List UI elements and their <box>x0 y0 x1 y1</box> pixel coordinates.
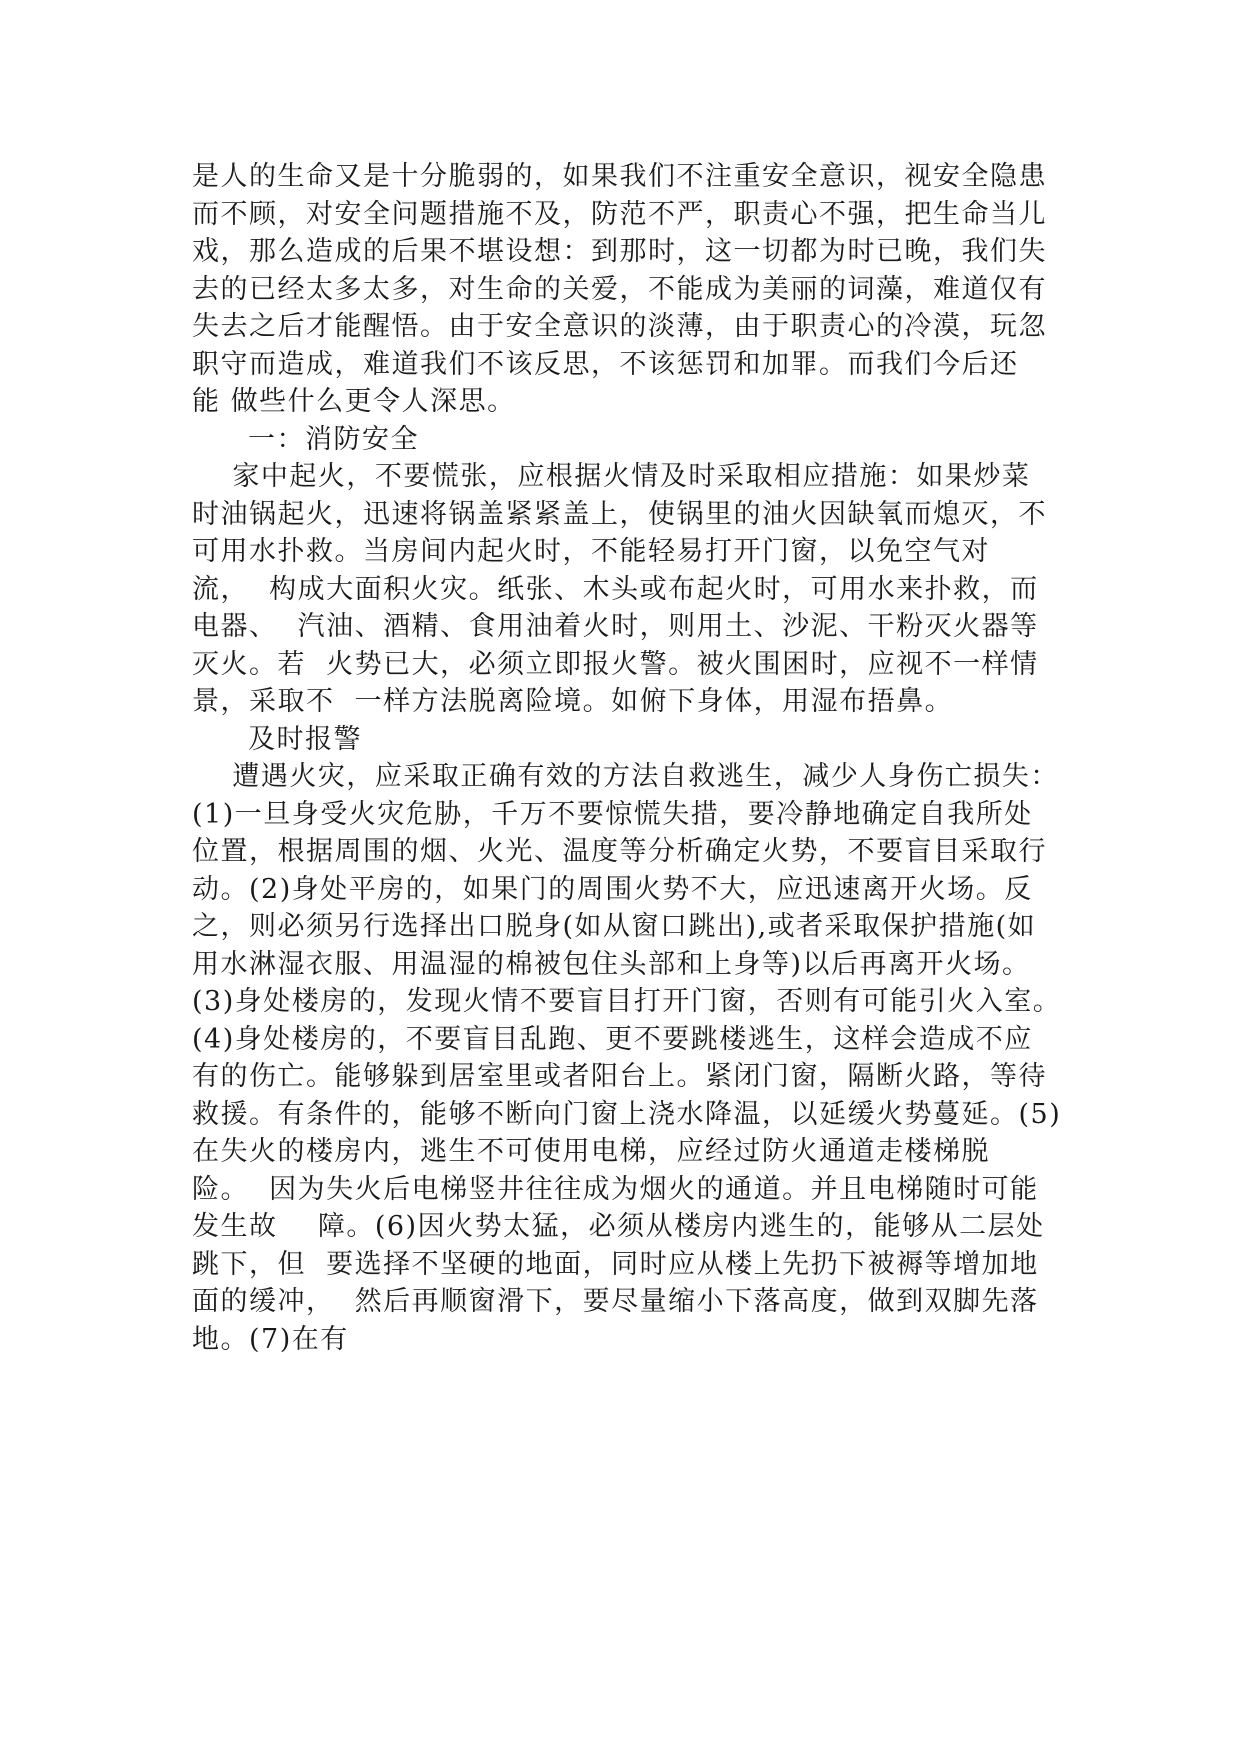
text-line: (3)身处楼房的，发现火情不要盲目打开门窗，否则有可能引火入室。 <box>192 986 1062 1017</box>
text-line: 用水淋湿衣服、用温湿的棉被包住头部和上身等)以后再离开火场。 <box>192 948 1031 980</box>
text-line: 救援。有条件的，能够不断向门窗上浇水降温，以延缓火势蔓延。(5) <box>192 1098 1062 1130</box>
section-heading-report-alarm: 及时报警 <box>248 723 362 755</box>
escape-guidance-paragraph <box>192 758 1062 1358</box>
intro-paragraph <box>192 158 1052 421</box>
text-line: 景，采取不 一样方法脱离险境。如俯下身体，用湿布捂鼻。 <box>192 686 954 717</box>
text-line: (1)一旦身受火灾危胁，千万不要惊慌失措，要冷静地确定自我所处 <box>192 798 1033 830</box>
fire-safety-paragraph <box>192 458 1052 721</box>
section-heading-fire-safety: 一：消防安全 <box>248 423 419 455</box>
text-line: 去的已经太多太多，对生命的关爱，不能成为美丽的词藻，难道仅有 <box>192 273 1047 305</box>
text-line: (4)身处楼房的，不要盲目乱跑、更不要跳楼逃生，这样会造成不应 <box>192 1023 1033 1055</box>
text-line: 险。 因为失火后电梯竖井往往成为烟火的通道。并且电梯随时可能 <box>192 1173 1039 1205</box>
text-line: 位置，根据周围的烟、火光、温度等分析确定火势，不要盲目采取行 <box>192 836 1047 867</box>
text-line: 有的伤亡。能够躲到居室里或者阳台上。紧闭门窗，隔断火路，等待 <box>192 1061 1047 1092</box>
text-line: 能 做些什么更令人深思。 <box>192 386 516 417</box>
text-line: 而不顾，对安全问题措施不及，防范不严，职责心不强，把生命当儿 <box>192 198 1047 230</box>
text-line: 地。(7)在有 <box>192 1323 349 1355</box>
text-line: 在失火的楼房内，逃生不可使用电梯，应经过防火通道走楼梯脱 <box>192 1136 990 1167</box>
text-line: 职守而造成，难道我们不该反思，不该惩罚和加罪。而我们今后还 <box>192 348 1019 380</box>
text-line: 之，则必须另行选择出口脱身(如从窗口跳出),或者采取保护措施(如 <box>192 911 1037 942</box>
text-line: 电器、 汽油、酒精、食用油着火时，则用土、沙泥、干粉灭火器等 <box>192 611 1039 642</box>
text-line: 遭遇火灾，应采取正确有效的方法自救逃生，减少人身伤亡损失： <box>192 761 1059 792</box>
text-line: 戏，那么造成的后果不堪设想：到那时，这一切都为时已晚，我们失 <box>192 236 1047 267</box>
text-line: 灭火。若 火势已大，必须立即报火警。被火围困时，应视不一样情 <box>192 648 1039 680</box>
text-line: 发生故 障。(6)因火势太猛，必须从楼房内逃生的，能够从二层处 <box>192 1211 1045 1242</box>
text-line: 可用水扑救。当房间内起火时，不能轻易打开门窗，以免空气对 <box>192 536 990 567</box>
text-line: 家中起火，不要慌张，应根据火情及时采取相应措施：如果炒菜 <box>192 461 1031 492</box>
text-line: 跳下，但 要选择不坚硬的地面，同时应从楼上先扔下被褥等增加地 <box>192 1248 1039 1280</box>
text-line: 是人的生命又是十分脆弱的，如果我们不注重安全意识，视安全隐患 <box>192 161 1047 192</box>
text-line: 面的缓冲， 然后再顺窗滑下，要尽量缩小下落高度，做到双脚先落 <box>192 1286 1039 1317</box>
text-line: 时油锅起火，迅速将锅盖紧紧盖上，使锅里的油火因缺氧而熄灭，不 <box>192 498 1047 530</box>
text-line: 流， 构成大面积火灾。纸张、木头或布起火时，可用水来扑救，而 <box>192 573 1039 605</box>
text-line: 动。(2)身处平房的，如果门的周围火势不大，应迅速离开火场。反 <box>192 873 1033 905</box>
text-line: 失去之后才能醒悟。由于安全意识的淡薄，由于职责心的冷漠，玩忽 <box>192 311 1047 342</box>
document-body <box>192 158 1062 1358</box>
